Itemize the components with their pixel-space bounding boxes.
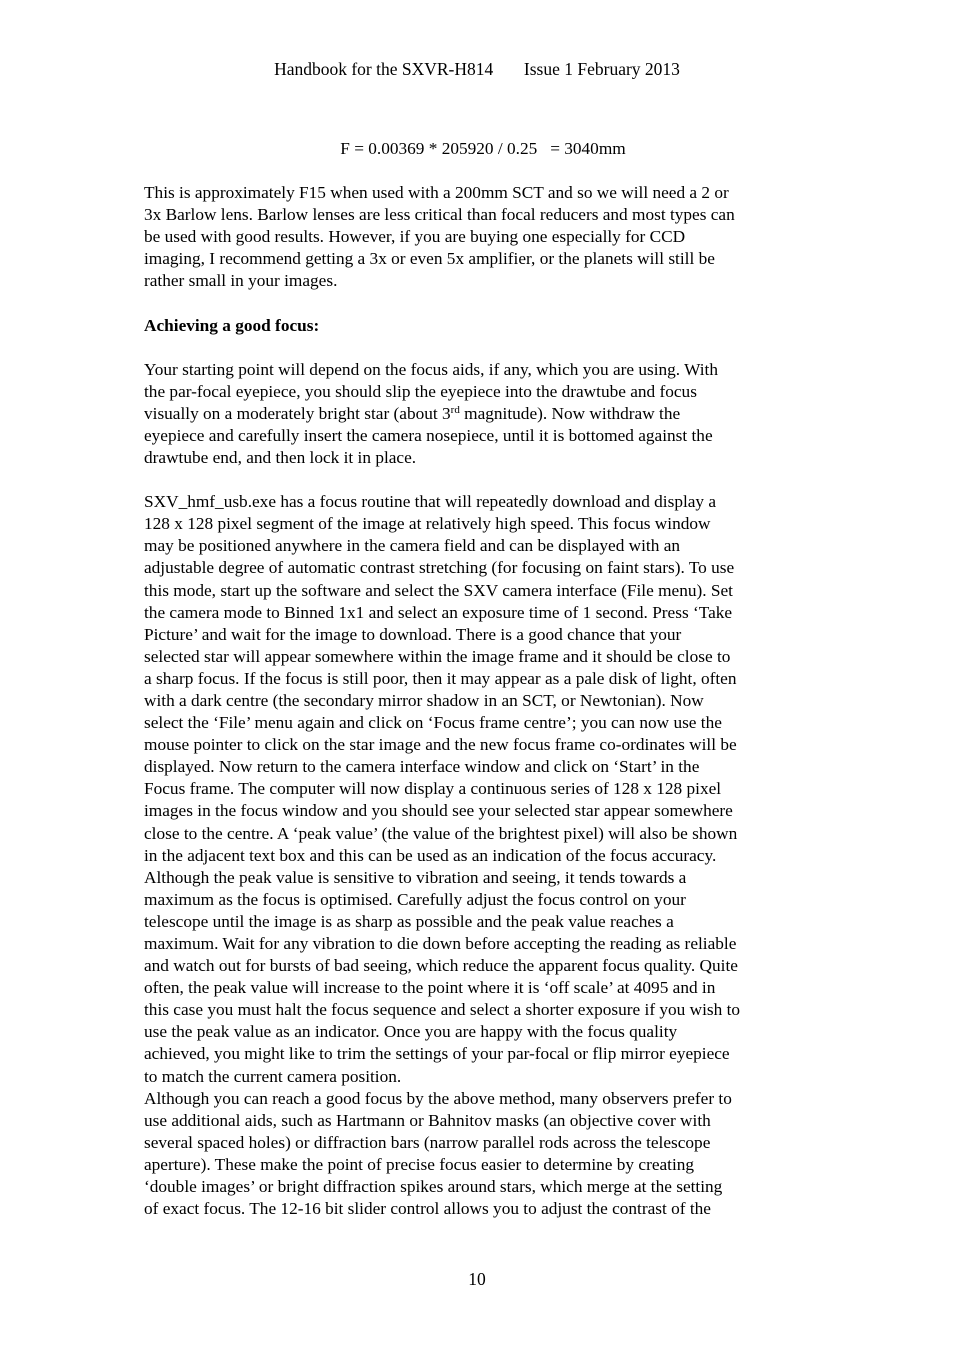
text-line: drawtube end, and then lock it in place. xyxy=(144,448,417,468)
text-line: Your starting point will depend on the focus aids, if any, which you are using. With xyxy=(144,359,718,379)
text-line: achieved, you might like to trim the settings of your par-focal or flip mirror eyepiece xyxy=(144,1044,730,1064)
text-line: be used with good results. However, if you are buying one especially for CCD xyxy=(144,227,686,247)
text-line: adjustable degree of automatic contrast stretching (for focusing on faint stars). To use xyxy=(144,558,735,578)
text-line: the par-focal eyepiece, you should slip the eyepiece into the drawtube and focus xyxy=(144,381,697,401)
text-line: to match the current camera position. xyxy=(144,1066,402,1086)
text-line: Although the peak value is sensitive to vibration and seeing, it tends towards a xyxy=(144,867,687,887)
ordinal-superscript: rd xyxy=(450,403,460,416)
text-line: ‘double images’ or bright diffraction spikes around stars, which merge at the setting xyxy=(144,1177,723,1197)
paragraph-focus-routine xyxy=(144,491,812,1088)
text-line: this case you must halt the focus sequence and select a shorter exposure if you wish to xyxy=(144,1000,741,1020)
text-line: in the adjacent text box and this can be used as an indication of the focus accuracy. xyxy=(144,845,717,865)
paragraph-focus-aids xyxy=(144,1088,812,1221)
paragraph-starting-point xyxy=(144,359,812,469)
text-line: Although you can reach a good focus by the above method, many observers prefer to xyxy=(144,1088,732,1108)
text-line: mouse pointer to click on the star image and the new focus frame co-ordinates will be xyxy=(144,735,737,755)
text-line: 3x Barlow lens. Barlow lenses are less critical than focal reducers and most types can xyxy=(144,205,735,225)
page-body xyxy=(144,138,812,1220)
text-line: eyepiece and carefully insert the camera nosepiece, until it is bottomed against the xyxy=(144,425,713,445)
text-line: often, the peak value will increase to the point where it is ‘off scale’ at 4095 and in xyxy=(144,978,716,998)
text-line: 128 x 128 pixel segment of the image at relatively high speed. This focus window xyxy=(144,514,711,534)
text-line: displayed. Now return to the camera interface window and click on ‘Start’ in the xyxy=(144,757,700,777)
text-line: close to the centre. A ‘peak value’ (the value of the brightest pixel) will also be shown xyxy=(144,823,738,843)
text-line: selected star will appear somewhere within the image frame and it should be close to xyxy=(144,646,731,666)
section-heading: Achieving a good focus: xyxy=(144,315,320,335)
text-line: rather small in your images. xyxy=(144,271,338,291)
text-line: This is approximately F15 when used with a 200mm SCT and so we will need a 2 or xyxy=(144,183,729,203)
text-line: this mode, start up the software and select the SXV camera interface (File menu). Set xyxy=(144,580,733,600)
text-line: a sharp focus. If the focus is still poor, then it may appear as a pale disk of light, often xyxy=(144,668,737,688)
page-header: Handbook for the SXVR-H814 Issue 1 February 2013 xyxy=(274,59,680,79)
text-line: telescope until the image is as sharp as possible and the peak value reaches a xyxy=(144,911,674,931)
text-line: aperture). These make the point of precise focus easier to determine by creating xyxy=(144,1154,695,1174)
text-line: images in the focus window and you should see your selected star appear somewhere xyxy=(144,801,733,821)
text-line: several spaced holes) or diffraction bars (narrow parallel rods across the telescope xyxy=(144,1132,711,1152)
text-line: of exact focus. The 12-16 bit slider control allows you to adjust the contrast of the xyxy=(144,1199,711,1219)
text-line: maximum as the focus is optimised. Carefully adjust the focus control on your xyxy=(144,889,686,909)
page-number: 10 xyxy=(468,1269,486,1289)
text-line: imaging, I recommend getting a 3x or even 5x amplifier, or the planets will still be xyxy=(144,249,715,269)
text-line: use the peak value as an indicator. Once you are happy with the focus quality xyxy=(144,1022,678,1042)
text-fragment: magnitude). Now withdraw the xyxy=(459,403,681,423)
text-line xyxy=(144,403,812,425)
text-line: select the ‘File’ menu again and click on ‘Focus frame centre’; you can now use the xyxy=(144,713,722,733)
text-line: use additional aids, such as Hartmann or Bahnitov masks (an objective cover with xyxy=(144,1110,711,1130)
focal-length-formula: F = 0.00369 * 205920 / 0.25 = 3040mm xyxy=(340,139,626,158)
text-fragment: visually on a moderately bright star (about 3 xyxy=(144,403,451,423)
paragraph-barlow xyxy=(144,182,812,292)
text-line: the camera mode to Binned 1x1 and select an exposure time of 1 second. Press ‘Take xyxy=(144,602,733,622)
text-line: and watch out for bursts of bad seeing, which reduce the apparent focus quality. Quite xyxy=(144,956,738,976)
text-line: Focus frame. The computer will now display a continuous series of 128 x 128 pixel xyxy=(144,779,722,799)
text-line: SXV_hmf_usb.exe has a focus routine that will repeatedly download and display a xyxy=(144,492,717,512)
text-line: with a dark centre (the secondary mirror shadow in an SCT, or Newtonian). Now xyxy=(144,690,704,710)
text-line: maximum. Wait for any vibration to die down before accepting the reading as reliable xyxy=(144,934,737,953)
text-line: Picture’ and wait for the image to download. There is a good chance that your xyxy=(144,624,682,644)
text-line: may be positioned anywhere in the camera field and can be displayed with an xyxy=(144,536,681,556)
